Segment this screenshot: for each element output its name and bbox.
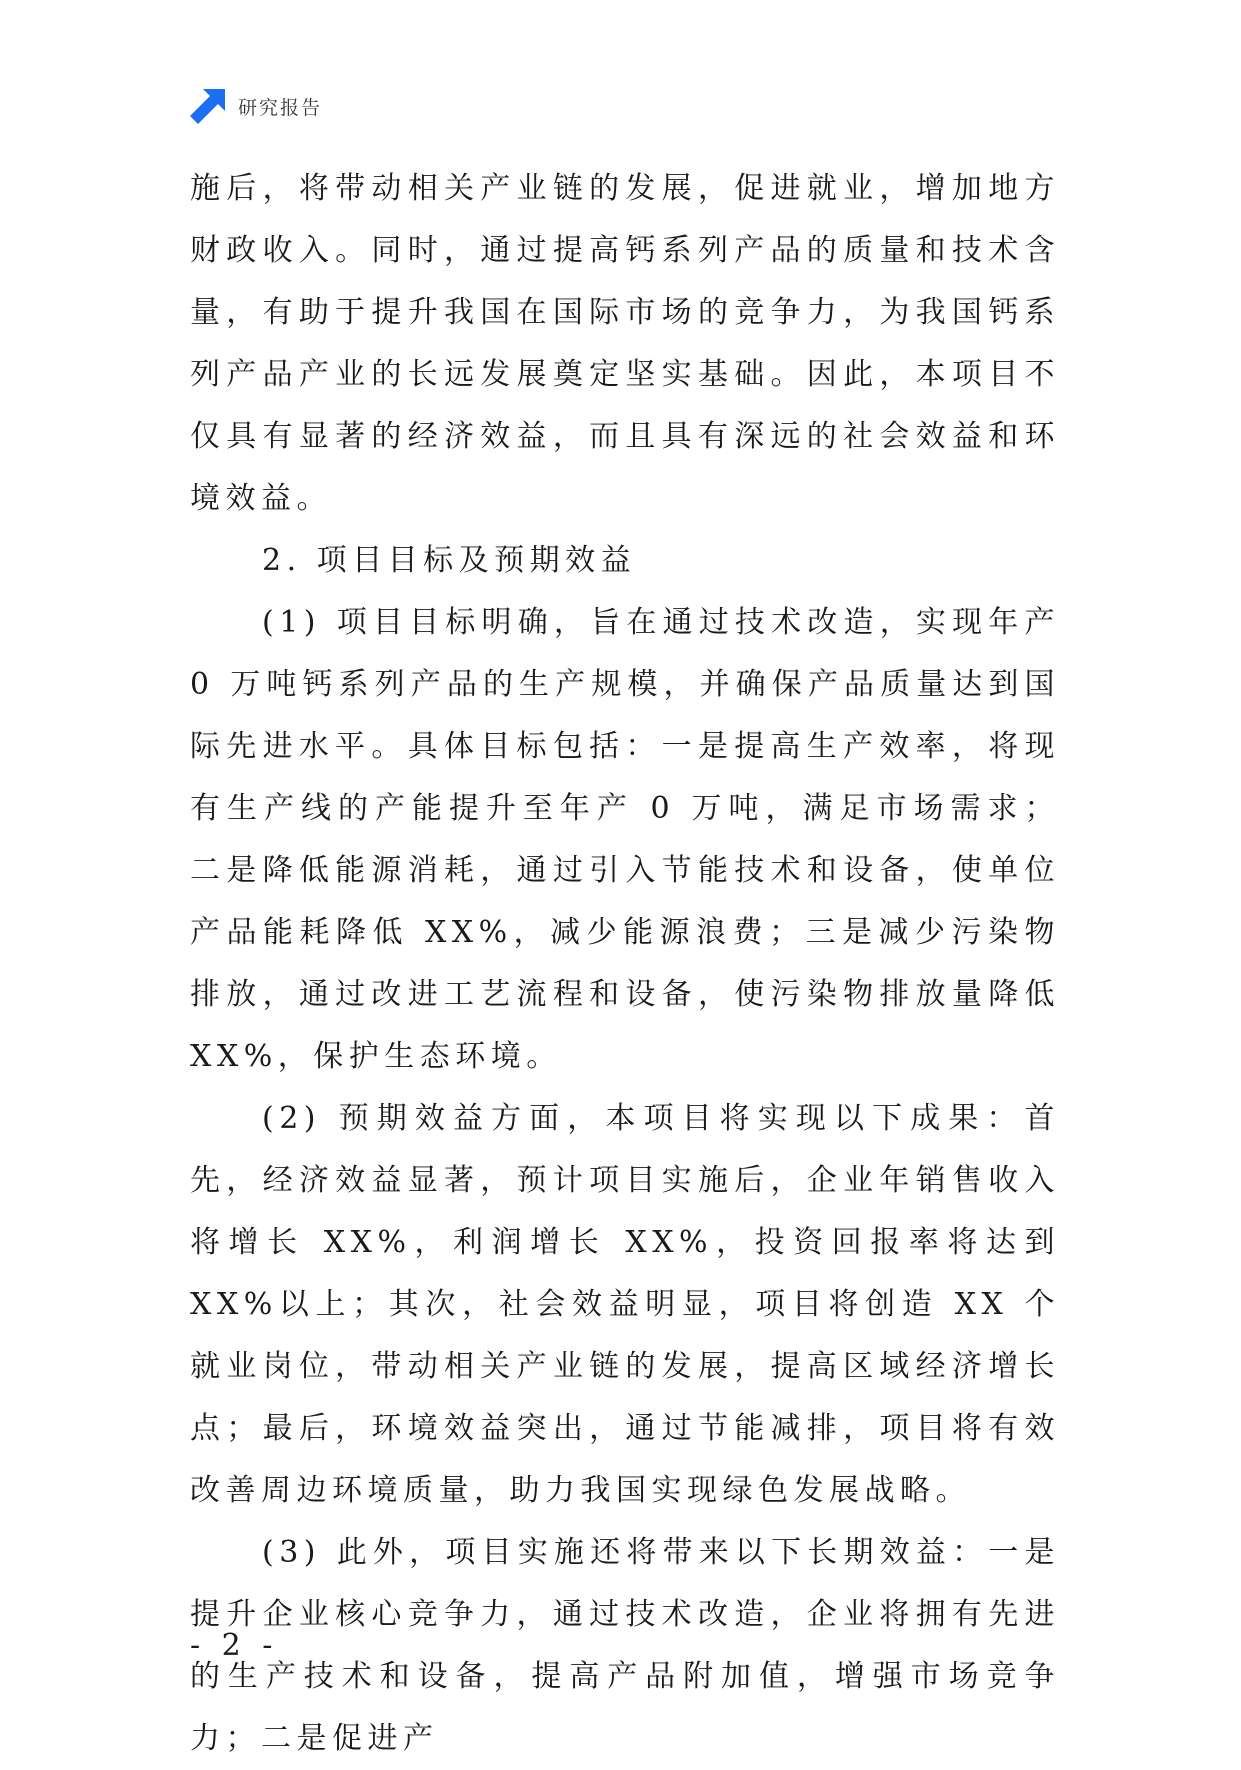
paragraph-continuation: 施后，将带动相关产业链的发展，促进就业，增加地方财政收入。同时，通过提高钙系列产品的质量和技术含量，有助于提升我国在国际市场的竞争力，为我国钙系列产品产业的长远发展奠定坚实基础。因此，本项目不仅具有显著的经济效益，而且具有深远的社会效益和环境效益。 <box>190 171 1060 516</box>
document-body <box>190 158 1060 1770</box>
paragraph-long-term-benefits: (3) 此外，项目实施还将带来以下长期效益：一是提升企业核心竞争力，通过技术改造，企业将拥有先进的生产技术和设备，提高产品附加值，增强市场竞争力；二是促进产 <box>190 1535 1060 1756</box>
arrow-up-right-icon <box>190 88 226 124</box>
page-header <box>190 88 322 124</box>
paragraph-project-goals: (1) 项目目标明确，旨在通过技术改造，实现年产 0 万吨钙系列产品的生产规模，并确保产品质量达到国际先进水平。具体目标包括：一是提高生产效率，将现有生产线的产能提升至年产 0 万吨，满足市场需求；二是降低能源消耗，通过引入节能技术和设备，使单位产品能耗降低 XX%，减少能源浪费；三是减少污染物排放，通过改进工艺流程和设备，使污染物排放量降低 XX%，保护生态环境。 <box>190 605 1060 1074</box>
section-heading: 2. 项目目标及预期效益 <box>262 543 637 578</box>
header-title: 研究报告 <box>238 96 323 119</box>
page-number: - 2 - <box>190 1628 279 1663</box>
paragraph-expected-benefits: (2) 预期效益方面，本项目将实现以下成果：首先，经济效益显著，预计项目实施后，企业年销售收入将增长 XX%，利润增长 XX%，投资回报率将达到 XX%以上；其次，社会效益明显，项目将创造 XX 个就业岗位，带动相关产业链的发展，提高区域经济增长点；最后，环境效益突出，通过节能减排，项目将有效改善周边环境质量，助力我国实现绿色发展战略。 <box>190 1101 1060 1508</box>
